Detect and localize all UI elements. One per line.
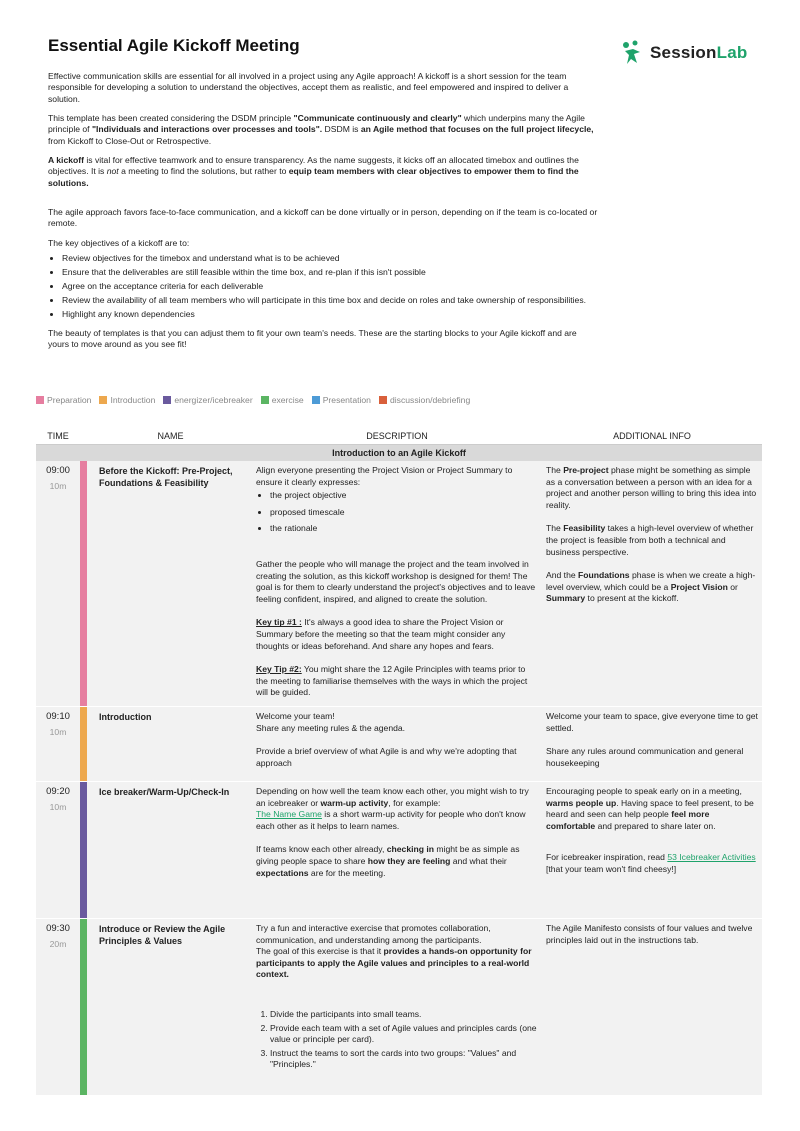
legend-swatch bbox=[163, 396, 171, 404]
header-name: NAME bbox=[89, 428, 252, 445]
description-cell: Align everyone presenting the Project Vision or Project Summary to ensure it clearly expresses: • the project objective • proposed timescale • the rationale Gather the people who will manage the project and the team involved in creating the solution, as this kickoff workshop is designed for them! The goal is for them to clearly understand the project's objectives and to leave feeling confident, inspired, and aligned to create the solution. Key tip #1 : It's always a good idea to share the Project Vision or Summary before the meeting so that the team might consider any thoughts or ideas beforehand. And share any hopes and fears. Key Tip #2: You might share the 12 Agile Principles with teams prior to the meeting to familiarise themselves with the ways in which the project will be guided. bbox=[252, 461, 542, 707]
list-item: 1. Divide the participants into small teams. bbox=[270, 1009, 538, 1021]
additional-info-cell: Welcome your team to space, give everyone time to get settled. Share any rules around communication and general housekeeping bbox=[542, 707, 762, 782]
intro-paragraph: The beauty of templates is that you can adjust them to fit your own team's needs. These are the starting blocks to your Agile kickoff and are yours to move around as you see fit! bbox=[48, 327, 577, 350]
section-title: Introduction to an Agile Kickoff bbox=[36, 445, 762, 462]
list-item: • Ensure that the deliverables are still feasible within the time box, and re-plan if this isn't possible bbox=[62, 267, 598, 278]
table-header-row bbox=[36, 428, 762, 445]
list-item: 3. Instruct the teams to sort the cards into two groups: "Values" and "Principles." bbox=[270, 1048, 538, 1071]
list-item: 2. Provide each team with a set of Agile values and principles cards (one value or principle per card). bbox=[270, 1023, 538, 1046]
agenda-table bbox=[36, 428, 762, 1096]
legend-item: Introduction bbox=[99, 395, 155, 405]
legend bbox=[36, 395, 478, 405]
category-bar bbox=[80, 919, 89, 1096]
list-item: • Review the availability of all team members who will participate in this time box and decide on roles and take ownership of responsibilities. bbox=[62, 295, 598, 306]
block-name: Introduction bbox=[89, 707, 252, 782]
category-bar bbox=[80, 461, 89, 707]
table-row[interactable] bbox=[36, 782, 762, 919]
category-bar bbox=[80, 707, 89, 782]
sessionlab-logo[interactable] bbox=[620, 40, 747, 66]
header-additional-info: ADDITIONAL INFO bbox=[542, 428, 762, 445]
legend-item: discussion/debriefing bbox=[379, 395, 470, 405]
legend-swatch bbox=[261, 396, 269, 404]
intro-paragraph: The agile approach favors face-to-face communication, and a kickoff can be done virtually or in person, depending on if the team is co-located or remote. bbox=[48, 207, 598, 229]
header-description: DESCRIPTION bbox=[252, 428, 542, 445]
time-cell: 09:00 10m bbox=[36, 461, 80, 707]
description-cell: Depending on how well the team know each other, you might wish to try an icebreaker or warm-up activity, for example: The Name Game is a short warm-up activity for people who don't know each other as it helps to learn names. If teams know each other already, checking in might be as simple as giving people space to share how they are feeling and what their expectations are for the meeting. bbox=[252, 782, 542, 919]
page-title: Essential Agile Kickoff Meeting bbox=[48, 36, 300, 55]
table-row[interactable] bbox=[36, 919, 762, 1096]
intro-paragraph: The key objectives of a kickoff are to: bbox=[48, 237, 190, 248]
legend-swatch bbox=[36, 396, 44, 404]
icebreaker-activities-link[interactable]: 53 Icebreaker Activities bbox=[667, 852, 756, 863]
legend-item: exercise bbox=[261, 395, 304, 405]
additional-info-cell: Encouraging people to speak early on in a meeting, warms people up. Having space to feel present, to be heard and seen can help people feel more comfortable and prepared to share later on. For icebreaker inspiration, read 53 Icebreaker Activities [that your team won't find cheesy!] bbox=[542, 782, 762, 919]
steps-list bbox=[256, 1009, 538, 1071]
category-bar bbox=[80, 782, 89, 919]
legend-item: energizer/icebreaker bbox=[163, 395, 252, 405]
list-item: • Highlight any known dependencies bbox=[62, 309, 598, 320]
name-game-link[interactable]: The Name Game bbox=[256, 809, 322, 820]
sessionlab-logo-icon bbox=[620, 40, 646, 66]
time-cell: 09:30 20m bbox=[36, 919, 80, 1096]
block-name: Ice breaker/Warm-Up/Check-In bbox=[89, 782, 252, 919]
list-item: • the rationale bbox=[270, 523, 538, 535]
legend-item: Presentation bbox=[312, 395, 371, 405]
intro-paragraph: Effective communication skills are essential for all involved in a project using any Agile approach! A kickoff is a short session for the team responsible for developing a solution to understand the objectives, accept them as realistic, and feel empowered and inspired to deliver a solution. bbox=[48, 71, 569, 104]
description-cell: Try a fun and interactive exercise that promotes collaboration, communication, and understanding among the participants. The goal of this exercise is that it provides a hands-on opportunity for participants to apply the Agile values and principles to a real-world context. 1. Divide the participants into small teams. 2. Provide each team with a set of Agile values and principles cards (one value or principle per card). 3. Instruct the teams to sort the cards into two groups: "Values" and "Principles." bbox=[252, 919, 542, 1096]
legend-item: Preparation bbox=[36, 395, 91, 405]
list-item: • Review objectives for the timebox and understand what is to be achieved bbox=[62, 253, 598, 264]
block-name: Introduce or Review the Agile Principles & Values bbox=[89, 919, 252, 1096]
table-row[interactable] bbox=[36, 707, 762, 782]
time-cell: 09:10 10m bbox=[36, 707, 80, 782]
additional-info-cell: The Pre-project phase might be something as simple as a conversation between a person with an idea for a project and another person willing to bring this idea into reality. The Feasibility takes a high-level overview of whether the project is feasible from both a technical and business perspective. And the Foundations phase is when we create a high-level overview, which could be a Project Vision or Summary to present at the kickoff. bbox=[542, 461, 762, 707]
logo-text: SessionLab bbox=[650, 43, 748, 62]
additional-info-cell: The Agile Manifesto consists of four values and twelve principles laid out in the instructions tab. bbox=[542, 919, 762, 1096]
legend-swatch bbox=[312, 396, 320, 404]
intro-paragraph: This template has been created considering the DSDM principle "Communicate continuously and clearly" which underpins many the Agile principle of "Individuals and interactions over processes and tools". DSDM is an Agile method that focuses on the full project lifecycle, from Kickoff to Close-Out or Retrospective. bbox=[48, 113, 594, 146]
list-item: • proposed timescale bbox=[270, 507, 538, 519]
legend-swatch bbox=[379, 396, 387, 404]
legend-swatch bbox=[99, 396, 107, 404]
table-row[interactable] bbox=[36, 461, 762, 707]
intro-section bbox=[48, 71, 598, 359]
section-header-row bbox=[36, 445, 762, 462]
list-item: • Agree on the acceptance criteria for each deliverable bbox=[62, 281, 598, 292]
block-name: Before the Kickoff: Pre-Project, Foundations & Feasibility bbox=[89, 461, 252, 707]
objectives-list bbox=[48, 253, 598, 320]
time-cell: 09:20 10m bbox=[36, 782, 80, 919]
description-cell: Welcome your team! Share any meeting rules & the agenda. Provide a brief overview of what Agile is and why we're adopting that approach bbox=[252, 707, 542, 782]
list-item: • the project objective bbox=[270, 490, 538, 502]
intro-paragraph: A kickoff is vital for effective teamwork and to ensure transparency. As the name suggests, it kicks off an allocated timebox and outlines the objectives. It is not a meeting to find the solutions, but rather to equip team members with clear objectives to empower them to find the solutions. bbox=[48, 155, 579, 188]
header-time: TIME bbox=[36, 428, 80, 445]
